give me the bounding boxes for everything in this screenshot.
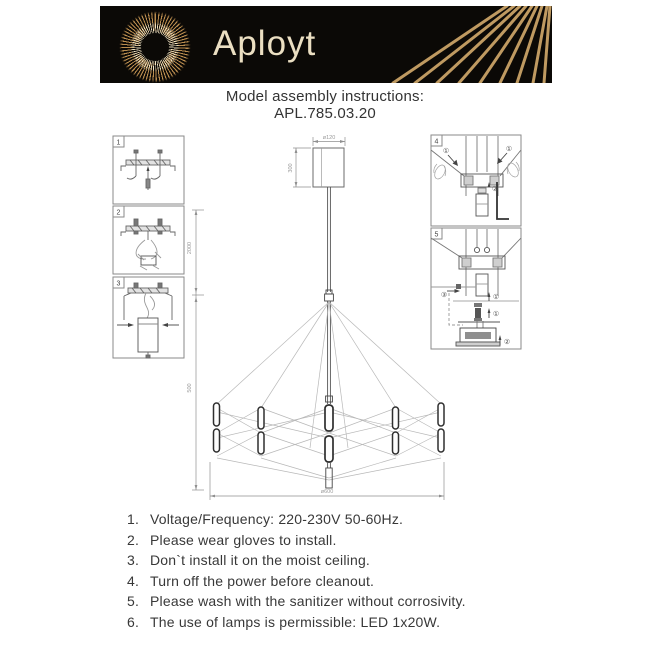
instruction-number: 6. bbox=[127, 613, 140, 630]
svg-text:①: ① bbox=[492, 294, 500, 301]
svg-text:ø600: ø600 bbox=[320, 489, 334, 495]
model-number: APL.785.03.20 bbox=[274, 105, 376, 122]
suspension-rod bbox=[325, 187, 334, 404]
instruction-number: 5. bbox=[127, 593, 140, 610]
step-box-2 bbox=[113, 206, 184, 274]
svg-text:②: ② bbox=[503, 339, 511, 346]
instruction-text: The use of lamps is permissible: LED 1x20W. bbox=[150, 613, 441, 630]
svg-text:2: 2 bbox=[116, 209, 121, 217]
step-box-1 bbox=[113, 136, 184, 204]
fixture-drawing bbox=[187, 135, 444, 500]
step-box-3 bbox=[113, 277, 184, 358]
height-dimension bbox=[187, 210, 204, 490]
canopy-box bbox=[313, 148, 344, 187]
svg-text:③: ③ bbox=[440, 292, 448, 299]
instruction-number: 2. bbox=[127, 531, 140, 548]
svg-text:4: 4 bbox=[434, 138, 439, 146]
instruction-text: Don`t install it on the moist ceiling. bbox=[150, 552, 371, 569]
svg-text:2000: 2000 bbox=[187, 241, 193, 255]
bottom-stub bbox=[326, 462, 332, 488]
svg-text:②: ② bbox=[491, 186, 499, 193]
lamp-tubes bbox=[214, 403, 445, 462]
page-title: Model assembly instructions: bbox=[225, 88, 425, 105]
instruction-item bbox=[0, 591, 650, 612]
instruction-item bbox=[0, 530, 650, 551]
step-box-5 bbox=[431, 228, 521, 349]
svg-text:5: 5 bbox=[434, 231, 439, 239]
svg-text:ø120: ø120 bbox=[322, 135, 336, 141]
instruction-list bbox=[0, 509, 650, 633]
svg-text:1: 1 bbox=[116, 139, 121, 147]
svg-text:3: 3 bbox=[116, 280, 121, 288]
instruction-item bbox=[0, 612, 650, 633]
brand-name: Aployt bbox=[213, 24, 317, 63]
instruction-text: Turn off the power before cleanout. bbox=[150, 572, 375, 589]
svg-text:300: 300 bbox=[288, 163, 294, 173]
instruction-text: Please wash with the sanitizer without corrosivity. bbox=[150, 593, 466, 610]
svg-text:①: ① bbox=[505, 146, 513, 153]
canopy-height-dimension bbox=[288, 148, 311, 187]
svg-text:①: ① bbox=[492, 311, 500, 318]
instruction-item bbox=[0, 571, 650, 592]
instruction-text: Please wear gloves to install. bbox=[150, 531, 337, 548]
instruction-item bbox=[0, 550, 650, 571]
instruction-number: 1. bbox=[127, 511, 140, 527]
instruction-item bbox=[0, 509, 650, 530]
instruction-number: 3. bbox=[127, 552, 140, 569]
step-box-4 bbox=[431, 135, 521, 226]
canopy-width-dimension bbox=[313, 135, 345, 146]
instruction-text: Voltage/Frequency: 220-230V 50-60Hz. bbox=[150, 511, 404, 527]
instruction-number: 4. bbox=[127, 572, 140, 589]
svg-text:①: ① bbox=[442, 148, 450, 155]
svg-text:500: 500 bbox=[187, 383, 193, 393]
